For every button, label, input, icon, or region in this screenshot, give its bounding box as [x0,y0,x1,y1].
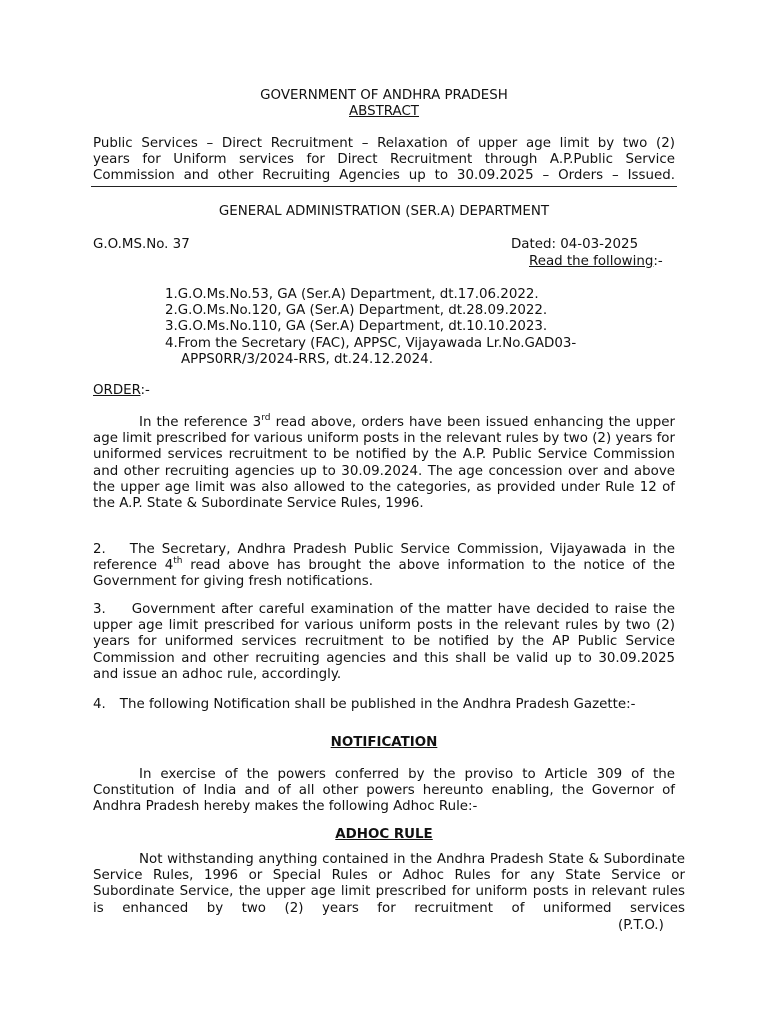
paragraph-1: In the reference 3rd read above, orders have been issued enhancing the upper age limit prescribed for various uniform posts in the relevant rules by two (2) years for uniformed services recruitment to be notified by the A.P. Public Service Commission and other recruiting agencies up to 30.09.2024. The age concession over and above the upper age limit was also allowed to the categories, as provided under Rule 12 of the A.P. State & Subordinate Service Rules, 1996. [93,412,675,512]
subject-line-3: Commission and other Recruiting Agencies up to 30.09.2025 – Orders – Issued. [93,168,675,184]
paragraph-3: 3. Government after careful examination of the matter have decided to raise the upper age limit prescribed for various uniform posts in the relevant rules by two (2) years for uniformed services recruitment to be notified by the AP Public Service Commission and other recruiting agencies and this shall be valid up to 30.09.2025 and issue an adhoc rule, accordingly. [93,602,675,682]
reference-item: 4.From the Secretary (FAC), APPSC, Vijayawada Lr.No.GAD03- [165,335,577,351]
reference-item: 3.G.O.Ms.No.110, GA (Ser.A) Department, dt.10.10.2023. [165,319,548,335]
reference-item: 2.G.O.Ms.No.120, GA (Ser.A) Department, dt.28.09.2022. [165,303,548,319]
government-heading: GOVERNMENT OF ANDHRA PRADESH [260,88,508,103]
paragraph-4: 4. The following Notification shall be published in the Andhra Pradesh Gazette:- [93,697,636,712]
go-number: G.O.MS.No. 37 [93,237,190,252]
reference-list [165,287,576,368]
order-label: ORDER:- [93,383,150,398]
adhoc-rule-heading: ADHOC RULE [335,827,433,842]
subject-line-2: years for Uniform services for Direct Recruitment through A.P.Public Service [93,152,675,168]
reference-item: 1.G.O.Ms.No.53, GA (Ser.A) Department, dt.17.06.2022. [165,287,539,302]
dated: Dated: 04-03-2025 [511,237,639,252]
notification-heading: NOTIFICATION [330,735,438,750]
read-following: Read the following:- [529,254,663,269]
abstract-heading: ABSTRACT [348,104,419,119]
subject-divider [91,186,677,187]
pto-label: (P.T.O.) [618,918,664,933]
adhoc-rule-text: Not withstanding anything contained in the Andhra Pradesh State & Subordinate Service Rules, 1996 or Special Rules or Adhoc Rules for any State Service or Subordinate Service, the upper age limit prescribed for uniform posts in relevant rules is enhanced by two (2) years for recruitment of uniformed services [93,852,685,916]
department-heading: GENERAL ADMINISTRATION (SER.A) DEPARTMENT [218,204,550,219]
subject-line-1: Public Services – Direct Recruitment – Relaxation of upper age limit by two (2) [93,136,675,151]
paragraph-2: 2. The Secretary, Andhra Pradesh Public Service Commission, Vijayawada in the reference 4th read above has brought the above information to the notice of the Government for giving fresh notifications. [93,542,676,590]
notification-text: In exercise of the powers conferred by the proviso to Article 309 of the Constitution of India and of all other powers hereunto enabling, the Governor of Andhra Pradesh hereby makes the following Adhoc Rule:- [93,767,675,815]
subject-block [93,136,675,185]
reference-item: APPS0RR/3/2024-RRS, dt.24.12.2024. [181,351,433,367]
